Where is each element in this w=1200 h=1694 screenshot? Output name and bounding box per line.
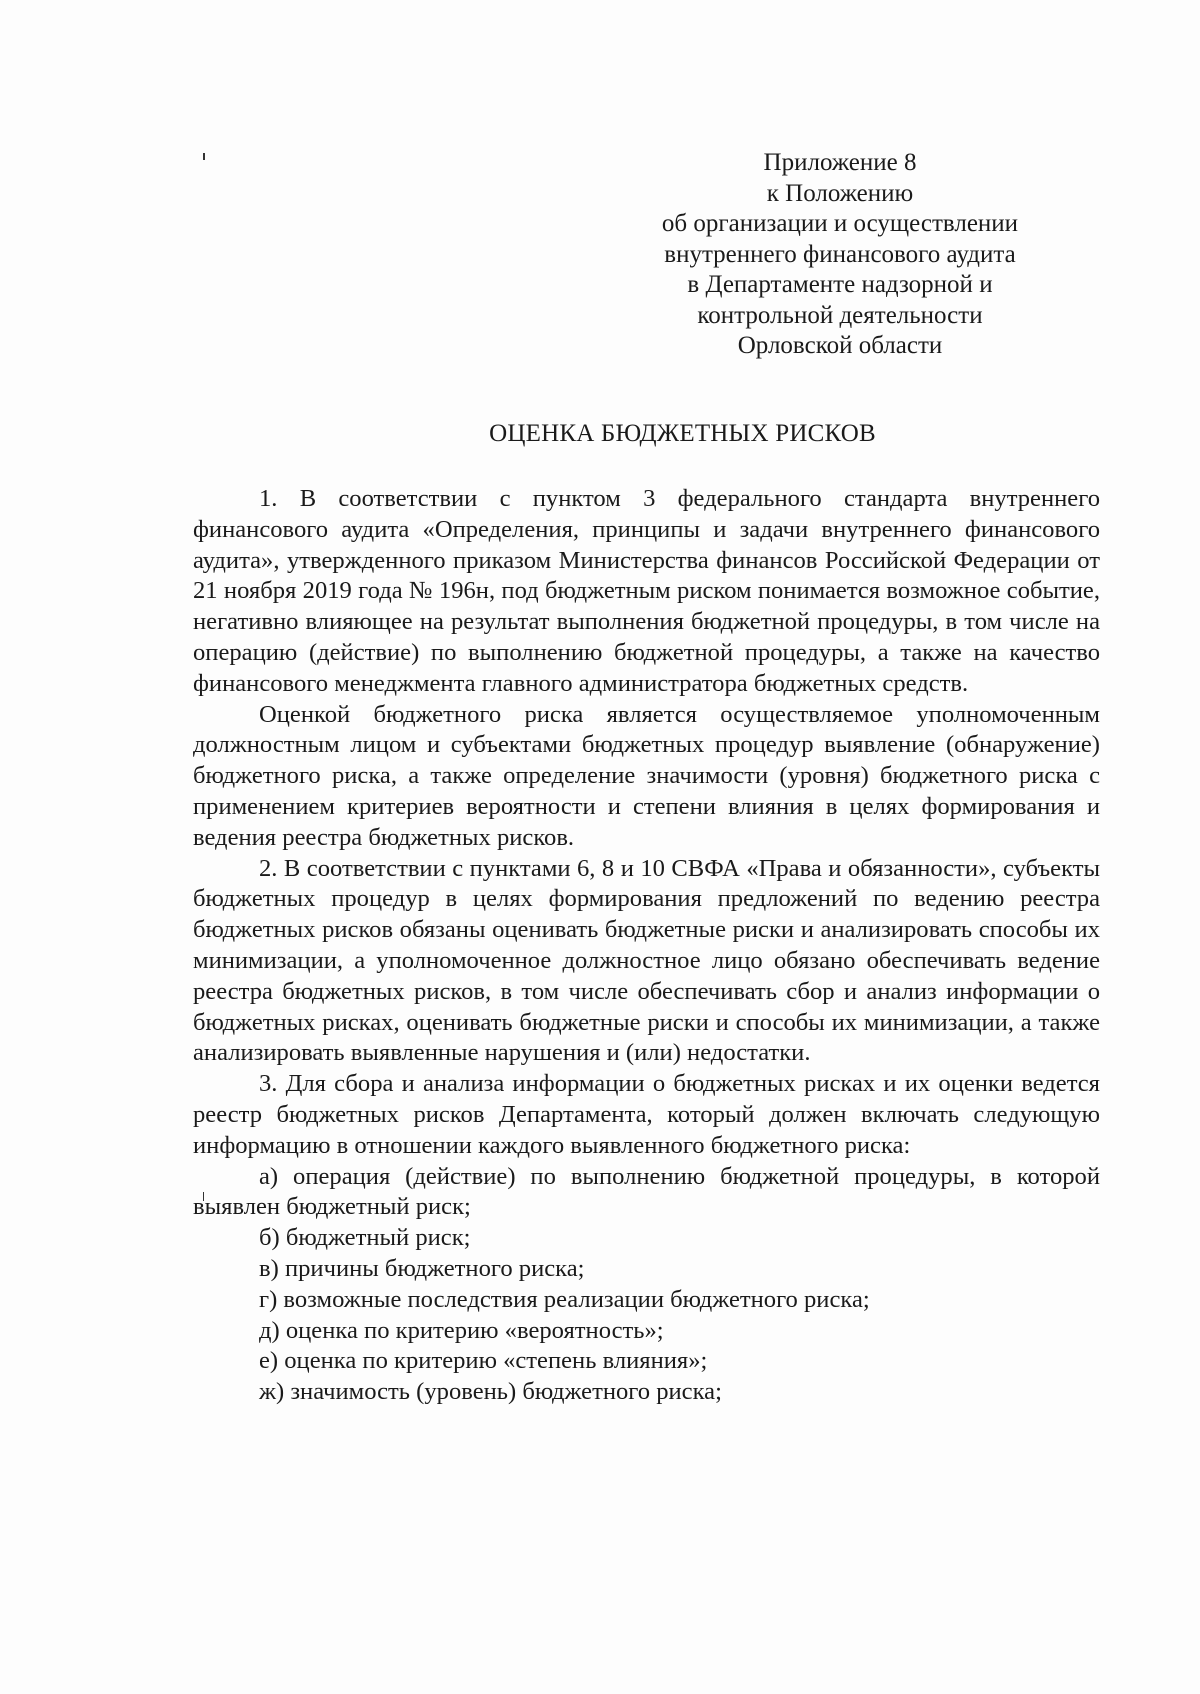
list-item: е) оценка по критерию «степень влияния»; bbox=[259, 1347, 708, 1375]
annex-line: Орловской области bbox=[737, 332, 943, 359]
list-item: ж) значимость (уровень) бюджетного риска; bbox=[259, 1378, 722, 1406]
scan-speck bbox=[203, 153, 205, 160]
list-item: в) причины бюджетного риска; bbox=[259, 1254, 585, 1282]
annex-line: в Департаменте надзорной и bbox=[687, 271, 993, 298]
annex-line: к Положению bbox=[766, 179, 914, 207]
annex-line: контрольной деятельности bbox=[697, 301, 983, 329]
annex-header bbox=[620, 148, 1060, 362]
annex-line: об организации и осуществлении bbox=[661, 210, 1019, 237]
paragraph: 2. В соответствии с пунктами 6, 8 и 10 СВФА «Права и обязанности», субъекты бюджетных процедур в целях формирования предложений по ведению реестра бюджетных рисков обязаны оценивать бюджетные риски и анализировать способы их минимизации, а уполномоченное должностное лицо обязано обеспечивать ведение реестра бюджетных рисков, в том числе обеспечивать сбор и анализ информации о бюджетных рисках, оценивать бюджетные риски и способы их минимизации, а также анализировать выявленные нарушения и (или) недостатки. bbox=[193, 854, 1100, 1067]
list-item: б) бюджетный риск; bbox=[259, 1224, 471, 1252]
annex-line: Приложение 8 bbox=[763, 149, 917, 176]
paragraph: а) операция (действие) по выполнению бюджетной процедуры, в которой выявлен бюджетный риск; bbox=[193, 1162, 1100, 1221]
paragraph: 3. Для сбора и анализа информации о бюджетных рисках и их оценки ведется реестр бюджетных рисков Департамента, который должен включать следующую информацию в отношении каждого выявленного бюджетного риска: bbox=[193, 1070, 1100, 1159]
document-body bbox=[193, 484, 1100, 1408]
annex-line: внутреннего финансового аудита bbox=[664, 240, 1016, 268]
paragraph: 1. В соответствии с пунктом 3 федерального стандарта внутреннего финансового аудита «Определения, принципы и задачи внутреннего финансового аудита», утвержденного приказом Министерства финансов Российской Федерации от 21 ноября 2019 года № 196н, под бюджетным риском понимается возможное событие, негативно влияющее на результат выполнения бюджетной процедуры, в том числе на операцию (действие) по выполнению бюджетной процедуры, а также на качество финансового менеджмента главного администратора бюджетных средств. bbox=[193, 485, 1100, 697]
list-item: г) возможные последствия реализации бюджетного риска; bbox=[259, 1285, 870, 1313]
document-title: ОЦЕНКА БЮДЖЕТНЫХ РИСКОВ bbox=[489, 420, 876, 447]
paragraph: Оценкой бюджетного риска является осуществляемое уполномоченным должностным лицом и субъектами бюджетных процедур выявление (обнаружение) бюджетного риска, а также определение значимости (уровня) бюджетного риска с применением критериев вероятности и степени влияния в целях формирования и ведения реестра бюджетных рисков. bbox=[193, 700, 1100, 851]
list-item: д) оценка по критерию «вероятность»; bbox=[259, 1316, 664, 1344]
